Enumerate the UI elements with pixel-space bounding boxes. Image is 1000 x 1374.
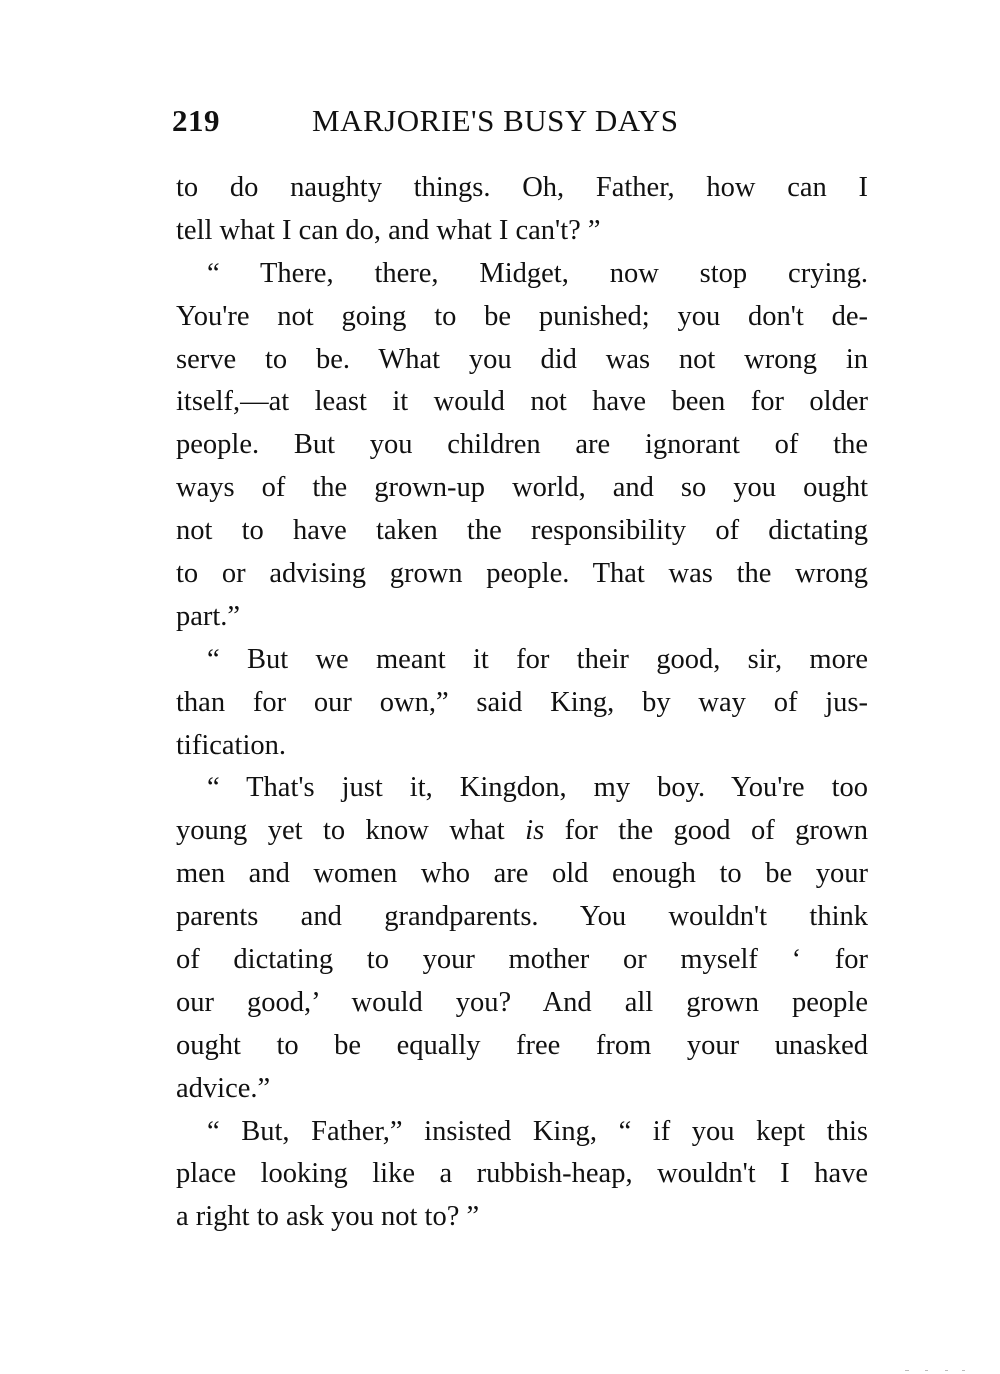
text-fragment: for the good of grown <box>544 815 868 847</box>
scan-speck <box>905 1370 909 1371</box>
text-line: our good,’ would you? And all grown people <box>176 986 868 1018</box>
scan-speck <box>962 1370 965 1371</box>
text-line: not to have taken the responsibility of dictating <box>176 515 868 547</box>
text-line: “ But we meant it for their good, sir, more <box>207 643 868 675</box>
page-number: 219 <box>172 103 220 138</box>
text-line: men and women who are old enough to be your <box>176 858 868 890</box>
text-line: ways of the grown-up world, and so you ought <box>176 472 868 504</box>
text-line: serve to be. What you did was not wrong in <box>176 343 868 375</box>
text-line: “ There, there, Midget, now stop crying. <box>207 257 868 289</box>
body-text <box>176 167 868 1239</box>
text-line: a right to ask you not to? ” <box>176 1201 480 1233</box>
text-line: of dictating to your mother or myself ‘ for <box>176 944 868 976</box>
text-line: itself,—at least it would not have been for older <box>176 386 868 418</box>
text-line: advice.” <box>176 1072 271 1104</box>
text-line-with-emphasis <box>176 810 868 853</box>
text-line: tification. <box>176 729 287 761</box>
text-line: “ That's just it, Kingdon, my boy. You're too <box>207 772 868 804</box>
text-line: place looking like a rubbish-heap, wouldn't I have <box>176 1158 868 1190</box>
emphasized-word: is <box>525 815 545 847</box>
text-line: to or advising grown people. That was the wrong <box>176 558 868 590</box>
text-line: tell what I can do, and what I can't? ” <box>176 214 601 246</box>
text-line: You're not going to be punished; you don't de- <box>176 300 868 332</box>
text-line: parents and grandparents. You wouldn't think <box>176 901 868 933</box>
text-line: to do naughty things. Oh, Father, how can I <box>176 172 868 203</box>
scan-speck <box>925 1370 928 1371</box>
text-line: ought to be equally free from your unasked <box>176 1029 868 1061</box>
text-line: people. But you children are ignorant of the <box>176 429 868 461</box>
text-line: than for our own,” said King, by way of jus- <box>176 686 868 718</box>
scan-speck <box>945 1370 948 1371</box>
book-title: MARJORIE'S BUSY DAYS <box>312 103 679 138</box>
text-fragment: young yet to know what <box>176 815 526 847</box>
running-head <box>172 103 872 143</box>
text-line: “ But, Father,” insisted King, “ if you kept this <box>207 1115 868 1147</box>
text-line: part.” <box>176 600 241 632</box>
